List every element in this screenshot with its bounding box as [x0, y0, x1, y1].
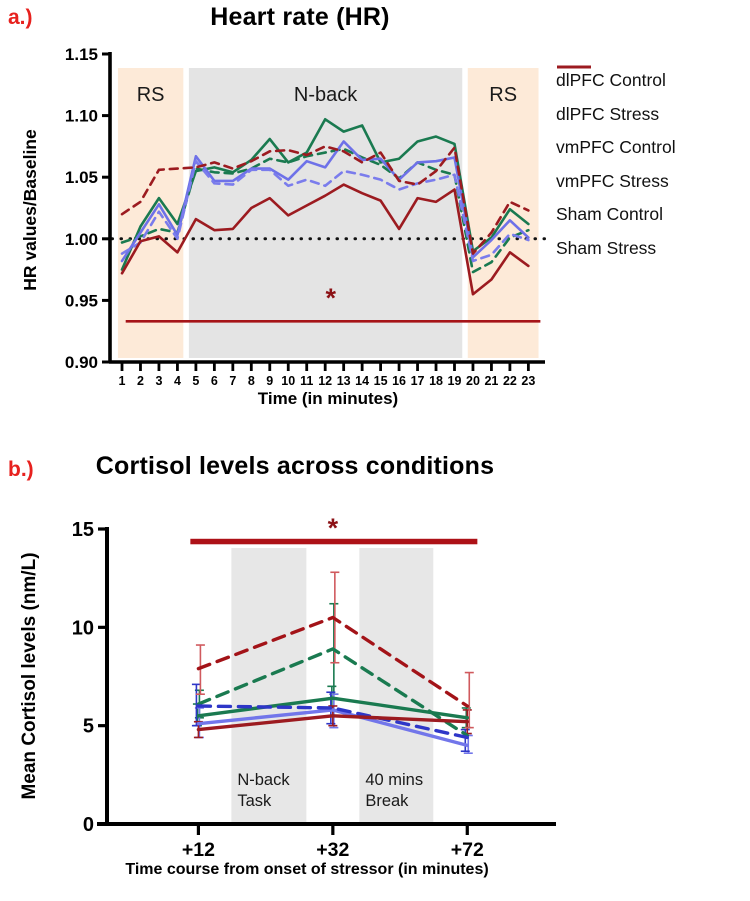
hr-region-label-2: RS — [489, 84, 518, 106]
legend-label: dlPFC Stress — [556, 103, 660, 124]
hr-region-label-0: RS — [136, 84, 165, 106]
cortisol-region-label-0-line-0: N-back — [237, 771, 290, 789]
legend-label: dlPFC Control — [556, 70, 666, 91]
hr-y-tick-label: 1.05 — [64, 168, 98, 188]
hr-x-tick-label: 15 — [373, 374, 388, 388]
legend-item-sham-stress — [556, 232, 676, 266]
panel-b-letter: b.) — [8, 458, 34, 481]
cortisol-region-label-1-line-1: Break — [365, 792, 409, 810]
hr-x-tick-label: 21 — [484, 374, 499, 388]
hr-y-tick-label: 1.00 — [64, 229, 98, 249]
cortisol-region-label-0-line-1: Task — [237, 792, 272, 810]
cortisol-x-tick-label: +12 — [181, 839, 215, 861]
cortisol-y-tick-label: 0 — [82, 814, 94, 836]
hr-y-tick-label: 0.95 — [64, 291, 98, 311]
legend-item-sham-control — [556, 198, 676, 232]
cortisol-y-tick-label: 10 — [71, 617, 94, 640]
hr-x-tick-label: 5 — [192, 374, 200, 388]
hr-x-tick-label: 17 — [410, 374, 425, 388]
hr-x-tick-label: 13 — [336, 374, 351, 388]
legend-label: Sham Control — [556, 204, 663, 225]
hr-x-tick-label: 12 — [318, 374, 333, 388]
cortisol-region-label-1-line-0: 40 mins — [365, 771, 424, 789]
panel-b-title: Cortisol levels across conditions — [95, 452, 495, 480]
cortisol-x-tick-label: +32 — [316, 839, 350, 861]
cortisol-x-tick-label: +72 — [450, 839, 484, 861]
legend-label: vmPFC Control — [556, 137, 676, 158]
hr-x-tick-label: 22 — [502, 374, 517, 388]
legend-label: vmPFC Stress — [556, 170, 669, 191]
panel-a-title: Heart rate (HR) — [210, 3, 390, 31]
hr-x-tick-label: 8 — [247, 374, 255, 388]
legend-label: Sham Stress — [556, 237, 657, 258]
hr-y-tick-label: 1.10 — [64, 106, 98, 126]
legend-item-vmpfc-stress — [556, 165, 676, 199]
panel-a-letter: a.) — [8, 6, 33, 29]
hr-x-tick-label: 16 — [392, 374, 407, 388]
hr-significance-asterisk: * — [325, 282, 336, 313]
hr-x-tick-label: 19 — [447, 374, 462, 388]
hr-x-tick-label: 6 — [210, 374, 218, 388]
panel-b-y-axis-label: Mean Cortisol levels (nm/L) — [19, 552, 40, 800]
hr-y-tick-label: 1.15 — [64, 45, 98, 64]
hr-y-tick-label: 0.90 — [64, 353, 98, 372]
hr-x-tick-label: 18 — [429, 374, 443, 388]
legend-item-vmpfc-control — [556, 131, 676, 165]
hr-region-label-1: N-back — [293, 84, 358, 106]
cortisol-significance-asterisk: * — [327, 513, 339, 544]
hr-x-tick-label: 3 — [155, 374, 163, 388]
hr-x-tick-label: 2 — [137, 374, 144, 388]
panel-a-legend — [556, 64, 676, 265]
cortisol-y-tick-label: 5 — [82, 715, 94, 738]
cortisol-y-tick-label: 15 — [71, 519, 94, 541]
hr-x-tick-label: 9 — [266, 374, 274, 388]
hr-x-tick-label: 14 — [355, 374, 370, 388]
panel-a-y-axis-label: HR values/Baseline — [20, 129, 40, 291]
hr-x-tick-label: 1 — [118, 374, 126, 388]
hr-x-tick-label: 23 — [521, 374, 536, 388]
legend-item-dlpfc-stress — [556, 98, 676, 132]
legend-line-sample — [556, 64, 592, 70]
hr-x-tick-label: 20 — [466, 374, 480, 388]
hr-x-tick-label: 7 — [229, 374, 237, 388]
hr-x-tick-label: 10 — [281, 374, 296, 388]
panel-b-x-axis-label: Time course from onset of stressor (in minutes) — [125, 861, 489, 878]
hr-x-tick-label: 4 — [173, 374, 181, 388]
panel-a-x-axis-label: Time (in minutes) — [257, 389, 399, 408]
hr-region-band-1 — [189, 68, 462, 358]
hr-x-tick-label: 11 — [300, 374, 314, 388]
